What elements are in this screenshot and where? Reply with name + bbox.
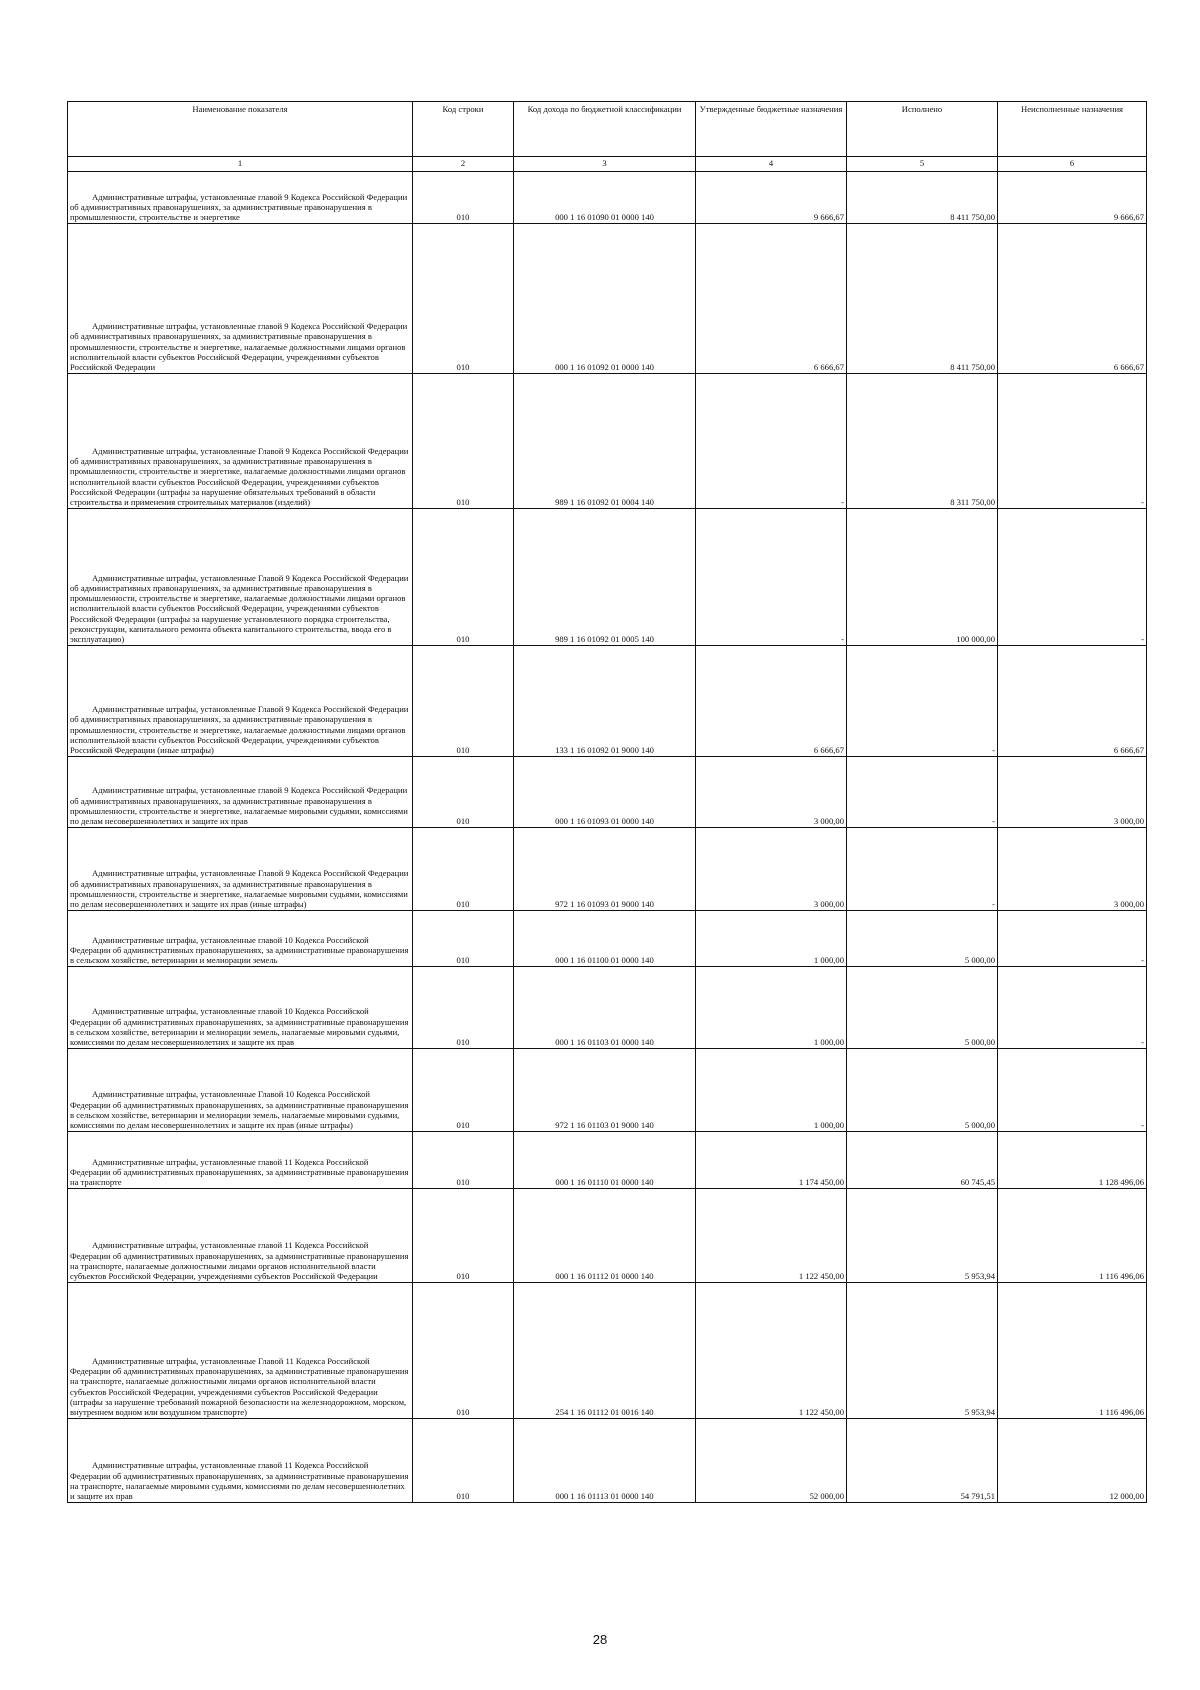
table-row: [68, 509, 1147, 646]
table-row: [68, 1132, 1147, 1189]
table-row: [68, 828, 1147, 911]
unexecuted-amount-cell: 1 116 496,06: [998, 1189, 1147, 1283]
row-code-cell: 010: [413, 967, 514, 1049]
header-approved: Утвержденные бюджетные назначения: [696, 102, 847, 157]
income-code-cell: 000 1 16 01100 01 0000 140: [514, 911, 696, 967]
header-unexecuted: Неисполненные назначения: [998, 102, 1147, 157]
executed-amount-cell: 5 953,94: [847, 1283, 998, 1419]
approved-amount-cell: 1 122 450,00: [696, 1189, 847, 1283]
indicator-name-cell: [68, 1189, 413, 1283]
row-code-cell: 010: [413, 1049, 514, 1132]
table-row: [68, 967, 1147, 1049]
indicator-name-cell: [68, 1419, 413, 1503]
column-index: 1: [68, 157, 413, 172]
unexecuted-amount-cell: 1 116 496,06: [998, 1283, 1147, 1419]
table-row: [68, 646, 1147, 757]
executed-amount-cell: 5 000,00: [847, 911, 998, 967]
table-row: [68, 911, 1147, 967]
approved-amount-cell: -: [696, 374, 847, 509]
approved-amount-cell: 9 666,67: [696, 172, 847, 224]
executed-amount-cell: 5 000,00: [847, 1049, 998, 1132]
unexecuted-amount-cell: 3 000,00: [998, 828, 1147, 911]
unexecuted-amount-cell: -: [998, 374, 1147, 509]
table-body: [68, 172, 1147, 1503]
unexecuted-amount-cell: 12 000,00: [998, 1419, 1147, 1503]
executed-amount-cell: 54 791,51: [847, 1419, 998, 1503]
executed-amount-cell: -: [847, 646, 998, 757]
executed-amount-cell: 5 000,00: [847, 967, 998, 1049]
unexecuted-amount-cell: -: [998, 509, 1147, 646]
approved-amount-cell: 1 000,00: [696, 911, 847, 967]
indicator-name-cell: [68, 224, 413, 374]
executed-amount-cell: 8 411 750,00: [847, 224, 998, 374]
table-row: [68, 224, 1147, 374]
column-index: 4: [696, 157, 847, 172]
budget-income-table: [67, 101, 1147, 1503]
row-code-cell: 010: [413, 374, 514, 509]
row-code-cell: 010: [413, 646, 514, 757]
indicator-name-cell: [68, 757, 413, 828]
indicator-name-cell: [68, 172, 413, 224]
indicator-name-cell: [68, 646, 413, 757]
indicator-name-text: Административные штрафы, установленные главой 10 Кодекса Российской Федерации об административных правонарушениях, за административные правонарушения в сельском хозяйстве, ветеринарии и мелиорации земель: [70, 934, 409, 965]
unexecuted-amount-cell: -: [998, 967, 1147, 1049]
row-code-cell: 010: [413, 224, 514, 374]
row-code-cell: 010: [413, 1189, 514, 1283]
row-code-cell: 010: [413, 1283, 514, 1419]
approved-amount-cell: -: [696, 509, 847, 646]
table-row: [68, 374, 1147, 509]
indicator-name-cell: [68, 374, 413, 509]
income-code-cell: 000 1 16 01090 01 0000 140: [514, 172, 696, 224]
indicator-name-text: Административные штрафы, установленные главой 9 Кодекса Российской Федерации об административных правонарушениях, за административные правонарушения в промышленности, строительстве и энергетике, налагаемые мировыми судьями, комиссиями по делам несовершеннолетних и защите их прав: [70, 785, 408, 826]
approved-amount-cell: 3 000,00: [696, 757, 847, 828]
table-row: [68, 1049, 1147, 1132]
income-code-cell: 989 1 16 01092 01 0004 140: [514, 374, 696, 509]
unexecuted-amount-cell: -: [998, 911, 1147, 967]
indicator-name-cell: [68, 1132, 413, 1189]
income-code-cell: 133 1 16 01092 01 9000 140: [514, 646, 696, 757]
executed-amount-cell: 60 745,45: [847, 1132, 998, 1189]
indicator-name-text: Административные штрафы, установленные Главой 9 Кодекса Российской Федерации об административных правонарушениях, за административные правонарушения в промышленности, строительстве и энергетике, налагаемые мировыми судьями, комиссиями по делам несовершеннолетних и защите их прав (иные штрафы): [70, 868, 409, 909]
indicator-name-text: Административные штрафы, установленные главой 11 Кодекса Российской Федерации об административных правонарушениях, за административные правонарушения на транспорте: [70, 1156, 409, 1187]
row-code-cell: 010: [413, 757, 514, 828]
indicator-name-cell: [68, 967, 413, 1049]
executed-amount-cell: -: [847, 757, 998, 828]
row-code-cell: 010: [413, 509, 514, 646]
indicator-name-text: Административные штрафы, установленные Главой 9 Кодекса Российской Федерации об административных правонарушениях, за административные правонарушения в промышленности, строительстве и энергетике, налагаемые должностными лицами органов исполнительной власти субъектов Российской Федерации, учреждениями субъектов Российской Федерации (иные штрафы): [70, 704, 409, 755]
column-index-row: [68, 157, 1147, 172]
row-code-cell: 010: [413, 172, 514, 224]
row-code-cell: 010: [413, 828, 514, 911]
indicator-name-text: Административные штрафы, установленные главой 11 Кодекса Российской Федерации об административных правонарушениях, за административные правонарушения на транспорте, налагаемые мировыми судьями, комиссиями по делам несовершеннолетних и защите их прав: [70, 1460, 409, 1501]
column-index: 3: [514, 157, 696, 172]
indicator-name-text: Административные штрафы, установленные главой 9 Кодекса Российской Федерации об административных правонарушениях, за административные правонарушения в промышленности, строительстве и энергетике, налагаемые должностными лицами органов исполнительной власти субъектов Российской Федерации, учреждениями субъектов Российской Федерации: [70, 321, 408, 372]
report-sheet: [67, 101, 1146, 1503]
unexecuted-amount-cell: 9 666,67: [998, 172, 1147, 224]
page-number: 28: [592, 1632, 608, 1647]
executed-amount-cell: 8 311 750,00: [847, 374, 998, 509]
table-row: [68, 1189, 1147, 1283]
unexecuted-amount-cell: 6 666,67: [998, 224, 1147, 374]
table-row: [68, 172, 1147, 224]
approved-amount-cell: 1 000,00: [696, 967, 847, 1049]
row-code-cell: 010: [413, 1419, 514, 1503]
indicator-name-cell: [68, 1049, 413, 1132]
row-code-cell: 010: [413, 1132, 514, 1189]
table-row: [68, 1283, 1147, 1419]
income-code-cell: 254 1 16 01112 01 0016 140: [514, 1283, 696, 1419]
approved-amount-cell: 3 000,00: [696, 828, 847, 911]
income-code-cell: 000 1 16 01103 01 0000 140: [514, 967, 696, 1049]
income-code-cell: 000 1 16 01093 01 0000 140: [514, 757, 696, 828]
approved-amount-cell: 6 666,67: [696, 224, 847, 374]
executed-amount-cell: 5 953,94: [847, 1189, 998, 1283]
indicator-name-text: Административные штрафы, установленные главой 11 Кодекса Российской Федерации об административных правонарушениях, за административные правонарушения на транспорте, налагаемые должностными лицами органов исполнительной власти субъектов Российской Федерации, учреждениями субъектов Российской Федерации: [70, 1240, 409, 1281]
indicator-name-cell: [68, 509, 413, 646]
header-executed: Исполнено: [847, 102, 998, 157]
income-code-cell: 989 1 16 01092 01 0005 140: [514, 509, 696, 646]
row-code-cell: 010: [413, 911, 514, 967]
indicator-name-text: Административные штрафы, установленные Главой 9 Кодекса Российской Федерации об административных правонарушениях, за административные правонарушения в промышленности, строительстве и энергетике, налагаемые должностными лицами органов исполнительной власти субъектов Российской Федерации, учреждениями субъектов Российской Федерации (штрафы за нарушение установленного порядка строительства, реконструкции, капитального ремонта объекта капитального строительства, ввода его в эксплуатацию): [70, 573, 409, 644]
income-code-cell: 972 1 16 01093 01 9000 140: [514, 828, 696, 911]
approved-amount-cell: 1 000,00: [696, 1049, 847, 1132]
header-row-code: Код строки: [413, 102, 514, 157]
executed-amount-cell: 100 000,00: [847, 509, 998, 646]
header-income-code: Код дохода по бюджетной классификации: [514, 102, 696, 157]
indicator-name-cell: [68, 911, 413, 967]
indicator-name-text: Административные штрафы, установленные Главой 10 Кодекса Российской Федерации об административных правонарушениях, за административные правонарушения в сельском хозяйстве, ветеринарии и мелиорации земель, налагаемые мировыми судьями, комиссиями по делам несовершеннолетних и защите их прав (иные штрафы): [70, 1089, 409, 1130]
income-code-cell: 000 1 16 01112 01 0000 140: [514, 1189, 696, 1283]
income-code-cell: 972 1 16 01103 01 9000 140: [514, 1049, 696, 1132]
income-code-cell: 000 1 16 01092 01 0000 140: [514, 224, 696, 374]
indicator-name-text: Административные штрафы, установленные Главой 9 Кодекса Российской Федерации об административных правонарушениях, за административные правонарушения в промышленности, строительстве и энергетике, налагаемые должностными лицами органов исполнительной власти субъектов Российской Федерации, учреждениями субъектов Российской Федерации (штрафы за нарушение обязательных требований в области строительства и применения строительных материалов (изделий): [70, 446, 409, 507]
table-row: [68, 1419, 1147, 1503]
approved-amount-cell: 1 122 450,00: [696, 1283, 847, 1419]
table-row: [68, 757, 1147, 828]
column-index: 2: [413, 157, 514, 172]
executed-amount-cell: 8 411 750,00: [847, 172, 998, 224]
indicator-name-text: Административные штрафы, установленные главой 10 Кодекса Российской Федерации об административных правонарушениях, за административные правонарушения в сельском хозяйстве, ветеринарии и мелиорации земель, налагаемые мировыми судьями, комиссиями по делам несовершеннолетних и защите их прав: [70, 1006, 409, 1047]
unexecuted-amount-cell: -: [998, 1049, 1147, 1132]
income-code-cell: 000 1 16 01113 01 0000 140: [514, 1419, 696, 1503]
column-index: 5: [847, 157, 998, 172]
executed-amount-cell: -: [847, 828, 998, 911]
header-row: [68, 102, 1147, 157]
indicator-name-cell: [68, 1283, 413, 1419]
header-name: Наименование показателя: [68, 102, 413, 157]
unexecuted-amount-cell: 3 000,00: [998, 757, 1147, 828]
indicator-name-cell: [68, 828, 413, 911]
column-index: 6: [998, 157, 1147, 172]
income-code-cell: 000 1 16 01110 01 0000 140: [514, 1132, 696, 1189]
unexecuted-amount-cell: 1 128 496,06: [998, 1132, 1147, 1189]
indicator-name-text: Административные штрафы, установленные Главой 11 Кодекса Российской Федерации об административных правонарушениях, за административные правонарушения на транспорте, налагаемые должностными лицами органов исполнительной власти субъектов Российской Федерации, учреждениями субъектов Российской Федерации (штрафы за нарушение требований пожарной безопасности на железнодорожном, морском, внутреннем водном или воздушном транспорте): [70, 1356, 409, 1417]
unexecuted-amount-cell: 6 666,67: [998, 646, 1147, 757]
indicator-name-text: Административные штрафы, установленные главой 9 Кодекса Российской Федерации об административных правонарушениях, за административные правонарушения в промышленности, строительстве и энергетике: [70, 191, 408, 222]
approved-amount-cell: 1 174 450,00: [696, 1132, 847, 1189]
approved-amount-cell: 6 666,67: [696, 646, 847, 757]
approved-amount-cell: 52 000,00: [696, 1419, 847, 1503]
